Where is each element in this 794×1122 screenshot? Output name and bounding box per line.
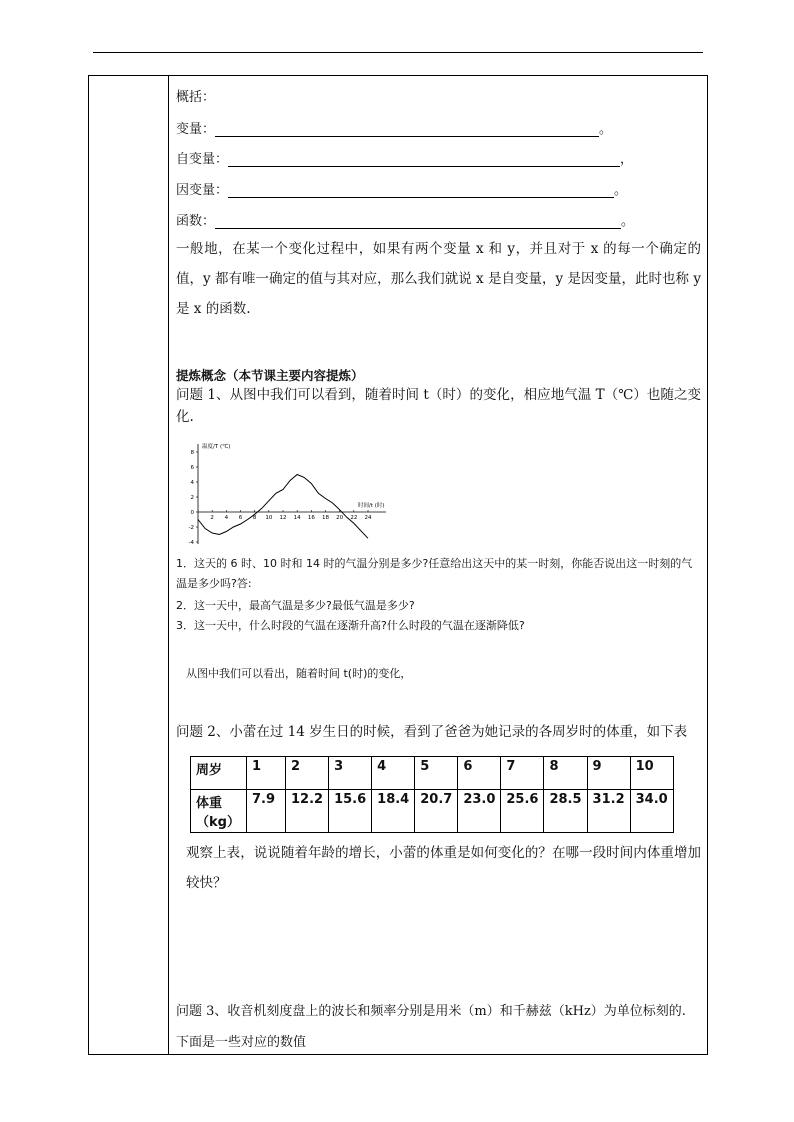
variable-blank[interactable] [215,123,599,137]
y-tick-label: 8 [190,450,194,456]
variable-label: 变量： [176,122,216,137]
x-tick-label: 18 [322,515,329,521]
independent-blank[interactable] [228,153,620,167]
independent-end: ， [620,152,634,167]
question-2: 问题 2、小蕾在过 14 岁生日的时候，看到了爸爸为她记录的各周岁时的体重，如下表 [176,724,688,740]
table-cell: 12.2 [286,790,329,833]
y-tick-label: 4 [190,480,194,486]
header-rule [93,52,703,53]
x-tick-label: 16 [307,515,315,521]
y-tick-label: 6 [190,465,194,471]
weight-table [190,756,674,833]
function-definition: 一般地，在某一个变化过程中，如果有两个变量 x 和 y，并且对于 x 的每一个确定的值，y 都有唯一确定的值与其对应，那么我们就说 x 是自变量，y 是因变量，此时也称 y 是 x 的函数. [176,241,701,317]
table-cell: 7.9 [247,790,286,833]
table-cell: 20.7 [415,790,458,833]
summary-heading: 概括： [176,90,216,105]
x-tick-label: 24 [364,515,372,521]
function-end: 。 [621,214,635,229]
x-tick-label: 14 [293,515,301,521]
table-cell: 7 [501,757,544,790]
table-cell: 18.4 [372,790,415,833]
temperature-chart [184,438,404,548]
function-line [176,210,634,229]
temperature-line [198,475,368,539]
x-tick-label: 6 [238,515,243,521]
table-cell: 31.2 [587,790,630,833]
y-tick-label: -2 [188,525,194,531]
x-tick-label: 8 [252,515,257,521]
x-tick-label: 4 [224,515,229,521]
table-row [191,757,674,790]
answer-line: 从图中我们可以看出，随着时间 t(时)的变化， [186,667,412,680]
concept-heading: 提炼概念（本节课主要内容提炼） [176,368,364,383]
x-tick-label: 10 [265,515,273,521]
question-1-sub-3: 3．这一天中，什么时段的气温在逐渐升高?什么时段的气温在逐渐降低? [176,619,525,632]
lesson-table [88,75,708,1055]
table-row [191,790,674,833]
table-cell: 5 [415,757,458,790]
question-3-line-2: 下面是一些对应的数值 [176,1035,307,1050]
y-tick-label: 2 [190,495,194,501]
question-1: 问题 1、从图中我们可以看到，随着时间 t（时）的变化，相应地气温 T（℃）也随之变化. [176,387,701,425]
independent-line [176,148,633,167]
column-divider [168,76,169,1054]
dependent-end: 。 [614,183,628,198]
table-cell: 6 [458,757,501,790]
table-cell: 2 [286,757,329,790]
variable-line [176,118,612,137]
question-1-sub-1: 1．这天的 6 时、10 时和 14 时的气温分别是多少?任意给出这天中的某一时刻，你能否说出这一时刻的气温是多少吗?答: [176,557,693,590]
x-tick-label: 22 [350,515,358,521]
table-cell: 10 [630,757,673,790]
table-cell: 3 [329,757,372,790]
table-cell: 4 [372,757,415,790]
table-cell: 23.0 [458,790,501,833]
function-label: 函数： [176,214,216,229]
table-header-age: 周岁 [191,757,247,790]
x-tick-label: 2 [210,515,214,521]
question-3-line-1: 问题 3、收音机刻度盘上的波长和频率分别是用米（m）和千赫兹（kHz）为单位标刻的. [176,1004,686,1019]
dependent-label: 因变量： [176,183,229,198]
y-tick-label: -4 [188,540,194,546]
x-axis-label: 时间/t (时) [358,503,385,509]
table-cell: 1 [247,757,286,790]
table-cell: 34.0 [630,790,673,833]
table-cell: 8 [544,757,587,790]
y-axis-label: 温度/T (℃) [202,444,231,450]
variable-end: 。 [599,122,613,137]
table-cell: 25.6 [501,790,544,833]
independent-label: 自变量： [176,152,229,167]
question-1-sub-2: 2．这一天中，最高气温是多少?最低气温是多少? [176,599,415,612]
x-tick-label: 20 [336,515,344,521]
function-blank[interactable] [215,215,621,229]
dependent-blank[interactable] [228,184,614,198]
observe-question: 观察上表，说说随着年龄的增长，小蕾的体重是如何变化的？在哪一段时间内体重增加较快？ [186,845,701,891]
dependent-line [176,179,627,198]
table-header-weight: 体重（kg） [191,790,247,833]
table-cell: 9 [587,757,630,790]
table-cell: 28.5 [544,790,587,833]
y-tick-label: 0 [190,510,194,516]
x-tick-label: 12 [279,515,287,521]
table-cell: 15.6 [329,790,372,833]
